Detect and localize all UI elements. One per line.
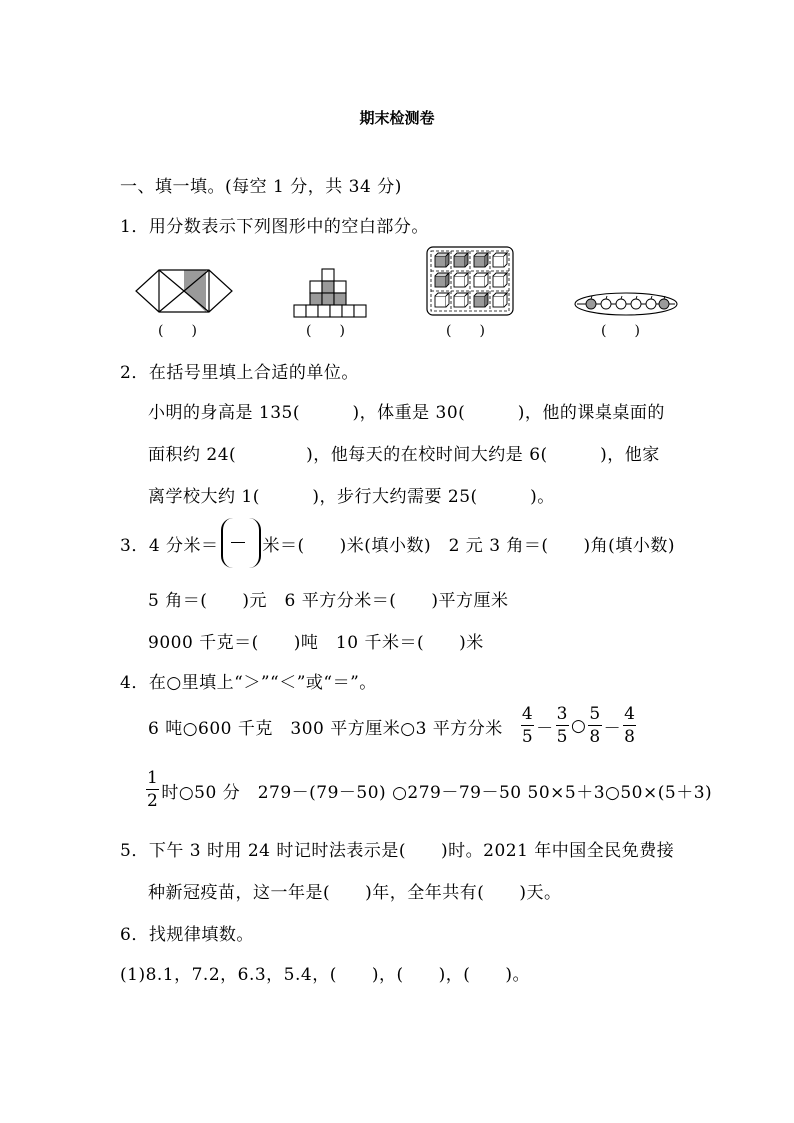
minus-sign: － [603, 718, 622, 739]
comparison-expressions: 时○50 分 279－(79－50) ○279－79－50 50×5＋3○50×(5＋3) [161, 782, 713, 803]
page-title: 期末检测卷 [359, 109, 435, 127]
question-3-line-2: 5 角＝( )元 6 平方分米＝( )平方厘米 [148, 591, 509, 611]
question-4-row-2 [146, 770, 712, 810]
question-3-rest: 米＝( )米(填小数) 2 元 3 角＝( )角(填小数) [262, 535, 675, 556]
question-2-text: 2．在括号里填上合适的单位。 [120, 363, 359, 383]
figure-rectangle-triangles [134, 266, 234, 316]
fraction-1-2: $\frac{1}{2}$ [147, 768, 159, 811]
question-4-text: 4．在○里填上“＞”“＜”或“＝”。 [120, 673, 377, 693]
fraction-4-8: $\frac{4}{8}$ [624, 704, 636, 747]
question-5-line-1: 5．下午 3 时用 24 时记时法表示是( )时。2021 年中国全民免费接 [120, 841, 675, 861]
question-3-line-3: 9000 千克＝( )吨 10 千米＝( )米 [148, 633, 484, 653]
question-3-prefix: 3．4 分米＝ [120, 535, 219, 556]
minus-sign: － [536, 718, 554, 739]
question-3-line-1 [120, 518, 675, 568]
fraction-blank [221, 518, 261, 568]
question-1-text: 1．用分数表示下列图形中的空白部分。 [120, 217, 429, 237]
question-2-line-2: 面积约 24( )，他每天的在校时间大约是 6( )，他家 [148, 445, 660, 465]
question-6-sub-1: (1)8.1，7.2，6.3，5.4，( )，( )，( )。 [120, 965, 531, 985]
answer-blank-2: ( ) [306, 323, 345, 339]
figure-cube-grid [426, 246, 514, 316]
fraction-5-8: $\frac{5}{8}$ [589, 704, 601, 747]
answer-blank-1: ( ) [158, 323, 197, 339]
figure-stair-squares [292, 266, 368, 318]
question-6-text: 6．找规律填数。 [120, 925, 254, 945]
compare-circle: ○ [570, 716, 587, 736]
section-heading: 一、填一填。(每空 1 分，共 34 分) [120, 177, 402, 197]
comparison-units: 6 吨○600 千克 300 平方厘米○3 平方分米 [148, 718, 503, 739]
fraction-3-5: $\frac{3}{5}$ [556, 704, 568, 747]
question-2-line-1: 小明的身高是 135( )，体重是 30( )，他的课桌桌面的 [148, 403, 665, 423]
question-2-line-3: 离学校大约 1( )，步行大约需要 25( )。 [148, 487, 555, 507]
figure-apples-oval [573, 290, 679, 318]
question-4-row-1 [148, 706, 636, 746]
answer-blank-3: ( ) [446, 323, 485, 339]
question-5-line-2: 种新冠疫苗，这一年是( )年，全年共有( )天。 [148, 883, 562, 903]
fraction-4-5: $\frac{4}{5}$ [521, 704, 534, 747]
answer-blank-4: ( ) [601, 323, 640, 339]
